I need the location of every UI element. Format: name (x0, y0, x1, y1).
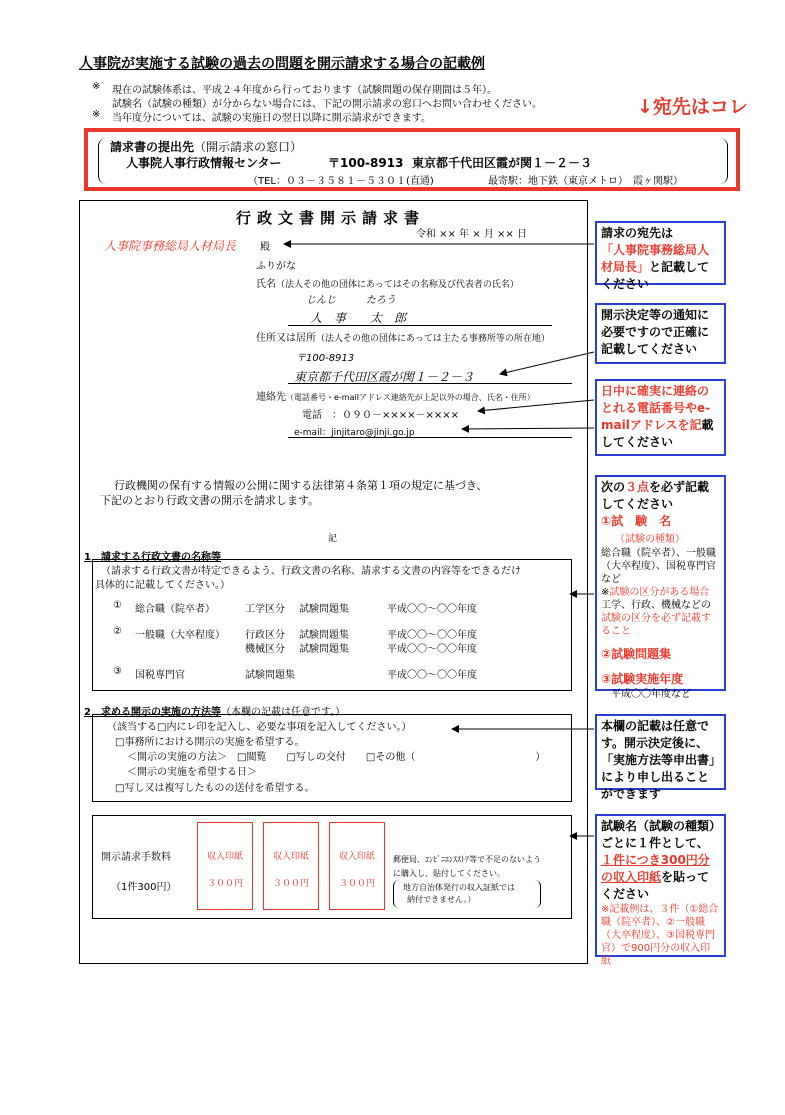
section2-line: ＜開示の実施の方法＞ □閲覧 □写しの交付 □その他（ ） (127, 752, 546, 763)
note-mark: ※ (92, 109, 101, 120)
section2-title-note: （本欄の記載は任意です。） (220, 707, 346, 718)
note-line: 試験名（試験の種類）が分からない場合には、下記の開示請求の窓口へお問い合わせください。 (112, 99, 542, 110)
row-year: 平成〇〇～〇〇年度 (387, 630, 477, 641)
fee-note: 納付できません。） (407, 895, 476, 904)
section2-line: □事務所における開示の実施を希望する。 (115, 737, 305, 748)
section2-line: ＜開示の実施を希望する日＞ (127, 767, 257, 778)
row-year: 平成〇〇～〇〇年度 (387, 604, 477, 615)
address-label: 住所又は居所 (256, 333, 316, 344)
note-line: 現在の試験体系は、平成２４年度から行っております（試験問題の保存期間は５年）。 (112, 85, 497, 96)
destination-label: ↓宛先はコレ (637, 96, 748, 118)
section1-note: 具体的に記載してください。） (95, 580, 230, 591)
callout-optional: 本欄の記載は任意です。開示決定後に、「実施方法等申出書」により申し出ることができます (595, 714, 726, 790)
row-doc: 試験問題集 (299, 630, 349, 641)
row-doc: 試験問題集 (299, 644, 349, 655)
ki-label: 記 (328, 534, 338, 544)
furigana-value: じんじ たろう (306, 295, 396, 306)
submission-postal: 〒100-8913 (328, 156, 404, 170)
contact-note: （電話番号・e-mailアドレス連絡先が上記以外の場合、氏名・住所） (286, 393, 535, 402)
name-label: 氏名 (256, 279, 276, 290)
row-doc: 試験問題集 (245, 670, 295, 681)
row-num: ③ (113, 666, 122, 677)
submission-office: 人事院人事行政情報センター (126, 156, 282, 170)
section1-title: 1 請求する行政文書の名称等 (84, 552, 221, 563)
furigana-label: ふりがな (256, 261, 296, 272)
row-num: ② (113, 626, 122, 637)
name-value: 人 事 太 郎 (310, 311, 407, 325)
revenue-stamp: 収入印紙 ３００円 (329, 822, 385, 910)
fee-label: 開示請求手数料 (101, 852, 171, 863)
form-date: 令和 ×× 年 × 月 ×× 日 (416, 229, 527, 240)
submission-station: 最寄駅：地下鉄（東京メトロ） 霞ヶ関駅） (488, 176, 683, 187)
row-div: 機械区分 (245, 644, 285, 655)
section2-line: （該当する□内にレ印を記入し、必要な事項を記入してください。） (107, 722, 412, 733)
row-year: 平成〇〇～〇〇年度 (387, 644, 477, 655)
intro-line: 下記のとおり行政文書の開示を請求します。 (100, 494, 320, 507)
phone-value: 電話 ：０９０－××××－×××× (302, 410, 460, 421)
note-mark: ※ (92, 81, 101, 92)
dono: 殿 (260, 242, 271, 253)
callout-contact: 日中に確実に連絡のとれる電話番号やe-mailアドレスを記載してください (595, 379, 726, 456)
fee-note: 郵便局、ｺﾝﾋﾞﾆｴﾝｽｽﾄｱ等で不足のないよう (393, 855, 541, 864)
page-title: 人事院が実施する試験の過去の問題を開示請求する場合の記載例 (79, 56, 485, 72)
row-exam: 国税専門官 (135, 670, 185, 681)
row-div: 行政区分 (245, 630, 285, 641)
addressee: 人事院事務総局人材局長 (104, 239, 237, 253)
fee-note: 地方自治体発行の収入証紙では (403, 883, 515, 892)
contact-label: 連絡先 (256, 392, 286, 403)
intro-line: 行政機関の保有する情報の公開に関する法律第４条第１項の規定に基づき、 (114, 479, 488, 492)
callout-addressee: 請求の宛先は 「人事院事務総局人材局長」と記載してください (595, 221, 726, 285)
address-note: （法人その他の団体にあっては主たる事務所等の所在地） (316, 334, 550, 344)
name-note: （法人その他の団体にあってはその名称及び代表者の氏名） (276, 280, 519, 290)
fee-note: に購入し、貼付してください。 (393, 869, 505, 878)
callout-three-points: 次の３点を必ず記載してください ①試 験 名 （試験の種類） 総合職（院卒者）、一般職（大卒程度）、国税専門官など ※試験の区分がある場合 工学、行政、機械などの 試験の区分を必ず記載すること ②試験問題集 ③試験実施年度 平成〇〇年度など (595, 475, 726, 691)
section2-line: □写し又は複写したものの送付を希望する。 (115, 783, 315, 794)
row-num: ① (113, 600, 122, 611)
revenue-stamp: 収入印紙 ３００円 (197, 822, 253, 910)
row-exam: 一般職（大卒程度） (135, 630, 225, 641)
submission-label-paren: （開示請求の窓口） (194, 140, 303, 154)
callout-fee: 試験名（試験の種類）ごとに１件として、１件につき300円分の収入印紙を貼ってください ※記載例は、３件（①総合職（院卒者）、②一般職（大卒程度）、③国税専門官）で900円分の収入印紙 (595, 814, 726, 957)
form-title: 行政文書開示請求書 (236, 209, 426, 227)
submission-address: 東京都千代田区霞が関１－２－３ (412, 156, 593, 170)
note-line: 当年度分については、試験の実施日の翌日以降に開示請求ができます。 (112, 113, 431, 124)
callout-accuracy: 開示決定等の通知に必要ですので正確に記載してください (595, 303, 726, 364)
email-value: e-mail：jinjitaro@jinji.go.jp (294, 428, 415, 438)
address-value: 東京都千代田区霞が関１－２－３ (294, 370, 475, 384)
submission-label: 請求書の提出先 (110, 140, 195, 154)
fee-sub: （1件300円） (111, 882, 177, 893)
row-doc: 試験問題集 (299, 604, 349, 615)
row-exam: 総合職（院卒者） (135, 604, 215, 615)
postal-value: 〒100-8913 (296, 353, 355, 364)
revenue-stamp: 収入印紙 ３００円 (263, 822, 319, 910)
row-year: 平成〇〇～〇〇年度 (387, 670, 477, 681)
submission-tel: （TEL：０３－３５８１－５３０１(直通) (248, 176, 434, 187)
section1-note: （請求する行政文書が特定できるよう、行政文書の名称、請求する文書の内容等をできるだけ (101, 566, 521, 577)
section2-title: 2 求める開示の実施の方法等 (84, 707, 221, 718)
row-div: 工学区分 (245, 604, 285, 615)
